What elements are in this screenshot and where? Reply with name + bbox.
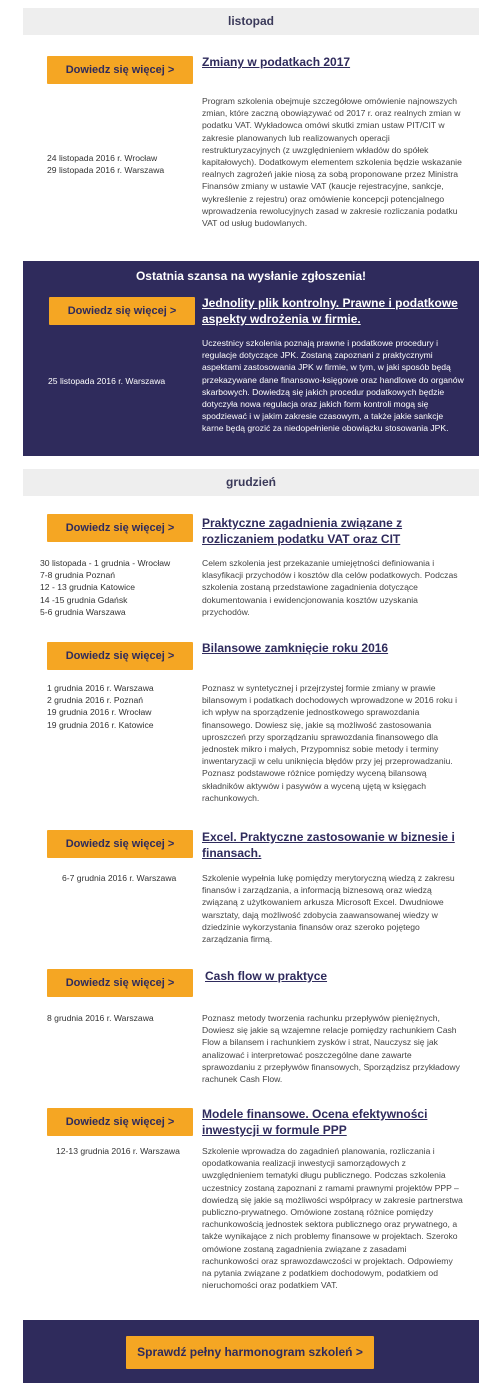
course-dates <box>48 375 165 387</box>
course-date: 24 listopada 2016 r. Wrocław <box>47 153 158 163</box>
course-dates <box>40 557 170 618</box>
course-date: 6-7 grudnia 2016 r. Warszawa <box>62 873 177 883</box>
course-description: Poznasz metody tworzenia rachunku przepływów pieniężnych, Dowiesz się jakie są wzajemne relacje pomiędzy rachunkiem Cash Flow a bilansem i rachunkiem zysków i strat, Nauczysz się jak analizować i interpretować poszczególne dane zawarte sprawozdaniu z przepływów finansowych, Sporządzisz przykładowy rachunek Cash Flow. <box>202 1013 460 1085</box>
course-description: Celem szkolenia jest przekazanie umiejętności definiowania i klasyfikacji przychodów i kosztów dla celów podatkowych. Podczas szkolenia zostaną przedstawione zagadnienia dotyczące dokumentowania i ewidencjonowania kosztów uzyskania przychodów. <box>202 558 458 617</box>
course-dates <box>47 152 164 176</box>
month-header-november: listopad <box>23 8 479 35</box>
course-date: 19 grudnia 2016 r. Wrocław <box>47 707 152 718</box>
course-date: 14 -15 grudnia Gdańsk <box>40 594 128 605</box>
learn-more-button[interactable]: Dowiedz się więcej > <box>47 969 193 997</box>
course-description: Program szkolenia obejmuje szczegółowe omówienie najnowszych zmian, które zaczną obowiązywać od 2017 r. oraz realnych zmian w podatku VAT. Wykładowca omówi skutki zmian ustaw PIT/CIT w zakresie planowanych lub realizowanych operacji restrukturyzacyjnych (z uwzględnieniem wkładów do spółek kapitałowych). Dodatkowym elementem szkolenia będzie wskazanie realnych zagrożeń jakie niosą za sobą proponowane przez Ministra Finansów zmiany w ustawie VAT (kaucje rejestracyjne, sankcje, wykreślenie z rejestru) oraz omówienie koncepcji potencjalnego wprowadzenia rewolucyjnych zasad w zakresie rozliczania podatku VAT od usług budowlanych. <box>202 96 462 229</box>
course-dates <box>56 1145 180 1157</box>
full-schedule-button[interactable]: Sprawdź pełny harmonogram szkoleń > <box>126 1336 374 1369</box>
course-description: Poznasz w syntetycznej i przejrzystej formie zmiany w prawie bilansowym i podatkach dochodowych wprowadzone w 2016 roku i ich wpływ na sporządzenie jednostkowego sprawozdania finansowego. Dowiesz się, jakie są możliwość zastosowania uproszczeń przy sporządzaniu sprawozdania finansowego dla jednostek mikro i małych, Przypomnisz sobie metody i terminy inwentaryzacji w celu uniknięcia błędów przy jej przeprowadzaniu. Poznasz podstawowe różnice pomiędzy wyceną bilansową składników aktywów i pasywów a wyceną ujętą w księgach rachunkowych. <box>202 683 458 803</box>
course-date: 7-8 grudnia Poznań <box>40 570 116 581</box>
course-description: Szkolenie wypełnia lukę pomiędzy merytoryczną wiedzą z zakresu finansów i zarządzania, a informacją biznesową oraz wiedzą związaną z użytkowaniem arkusza Microsoft Excel. Dwudniowe warsztaty, dają możliwość zdobycia zaawansowanej wiedzy w dziedzinie wykorzystania finansów oraz szeroko pojętego zarządzania firmą. <box>202 873 455 945</box>
last-chance-heading: Ostatnia szansa na wysłanie zgłoszenia! <box>135 269 367 283</box>
course-date: 5-6 grudnia Warszawa <box>40 606 126 617</box>
course-title-link[interactable]: Modele finansowe. Ocena efektywności inwestycji w formule PPP <box>202 1107 428 1137</box>
course-title-link[interactable]: Cash flow w praktyce <box>205 969 328 983</box>
course-dates <box>47 682 154 731</box>
course-description: Szkolenie wprowadza do zagadnień planowania, rozliczania i opodatkowania realizacji inwestycji samorządowych z uwzględnieniem tematyki długu publicznego. Podczas szkolenia uczestnicy zostaną zapoznani z ramami prawnymi projektów PPP – dowiedzą się jakie są możliwości współpracy w zakresie partnerstwa publiczno-prywatnego. Omówione zostaną różnice pomiędzy rachunkowością jednostek sektora publicznego oraz prywatnego, a także wynikające z nich problemy finansowe w projektach. Szeroko omówione zostaną zagadnienia związane z zasadami rachunkowości oraz sprawozdawczości w projektach. Odpowiemy na pytania związane z podatkiem dochodowym, podatkiem od nieruchomości oraz podatkiem VAT. <box>202 1146 463 1291</box>
course-dates <box>62 872 176 884</box>
course-date: 25 listopada 2016 r. Warszawa <box>48 376 166 386</box>
course-title-link[interactable]: Bilansowe zamknięcie roku 2016 <box>202 641 389 655</box>
course-date: 12 - 13 grudnia Katowice <box>40 582 136 593</box>
learn-more-button[interactable]: Dowiedz się więcej > <box>47 830 193 858</box>
course-date: 29 listopada 2016 r. Warszawa <box>47 165 165 176</box>
month-header-december: grudzień <box>23 469 479 496</box>
learn-more-button[interactable]: Dowiedz się więcej > <box>47 642 193 670</box>
course-description: Uczestnicy szkolenia poznają prawne i podatkowe procedury i regulacje dotyczące JPK. Zostaną zapoznani z praktycznymi aspektami zastosowania JPK w firmie, w tym, w jaki sposób będą przekazywane dane finansowo-księgowe oraz handlowe do organów skarbowych. Dowiedzą się jakich procedur podatkowych będzie dotyczyła nowa regulacja oraz jakich form kontroli mogą się spodziewać i w jakim zakresie czasowym, a także jakie sankcje karne będą grozić za niedopełnienie obowiązku stosowania JPK. <box>202 338 464 434</box>
last-chance-section <box>23 261 479 456</box>
course-title-link[interactable]: Zmiany w podatkach 2017 <box>202 55 351 69</box>
course-title-link[interactable]: Jednolity plik kontrolny. Prawne i podatkowe aspekty wdrożenia w firmie. <box>202 296 458 326</box>
course-title-link[interactable]: Praktyczne zagadnienia związane z rozliczaniem podatku VAT oraz CIT <box>202 516 403 546</box>
learn-more-button[interactable]: Dowiedz się więcej > <box>47 514 193 542</box>
course-date: 8 grudnia 2016 r. Warszawa <box>47 1013 154 1023</box>
course-date: 12-13 grudnia 2016 r. Warszawa <box>56 1146 180 1156</box>
learn-more-button[interactable]: Dowiedz się więcej > <box>49 297 195 325</box>
footer-section <box>23 1320 479 1383</box>
course-dates <box>47 1012 154 1024</box>
course-date: 1 grudnia 2016 r. Warszawa <box>47 683 154 693</box>
course-title-link[interactable]: Excel. Praktyczne zastosowanie w biznesie i finansach. <box>202 830 455 860</box>
course-date: 19 grudnia 2016 r. Katowice <box>47 719 154 730</box>
course-date: 30 listopada - 1 grudnia - Wrocław <box>40 558 171 568</box>
course-date: 2 grudnia 2016 r. Poznań <box>47 695 144 706</box>
learn-more-button[interactable]: Dowiedz się więcej > <box>47 56 193 84</box>
learn-more-button[interactable]: Dowiedz się więcej > <box>47 1108 193 1136</box>
